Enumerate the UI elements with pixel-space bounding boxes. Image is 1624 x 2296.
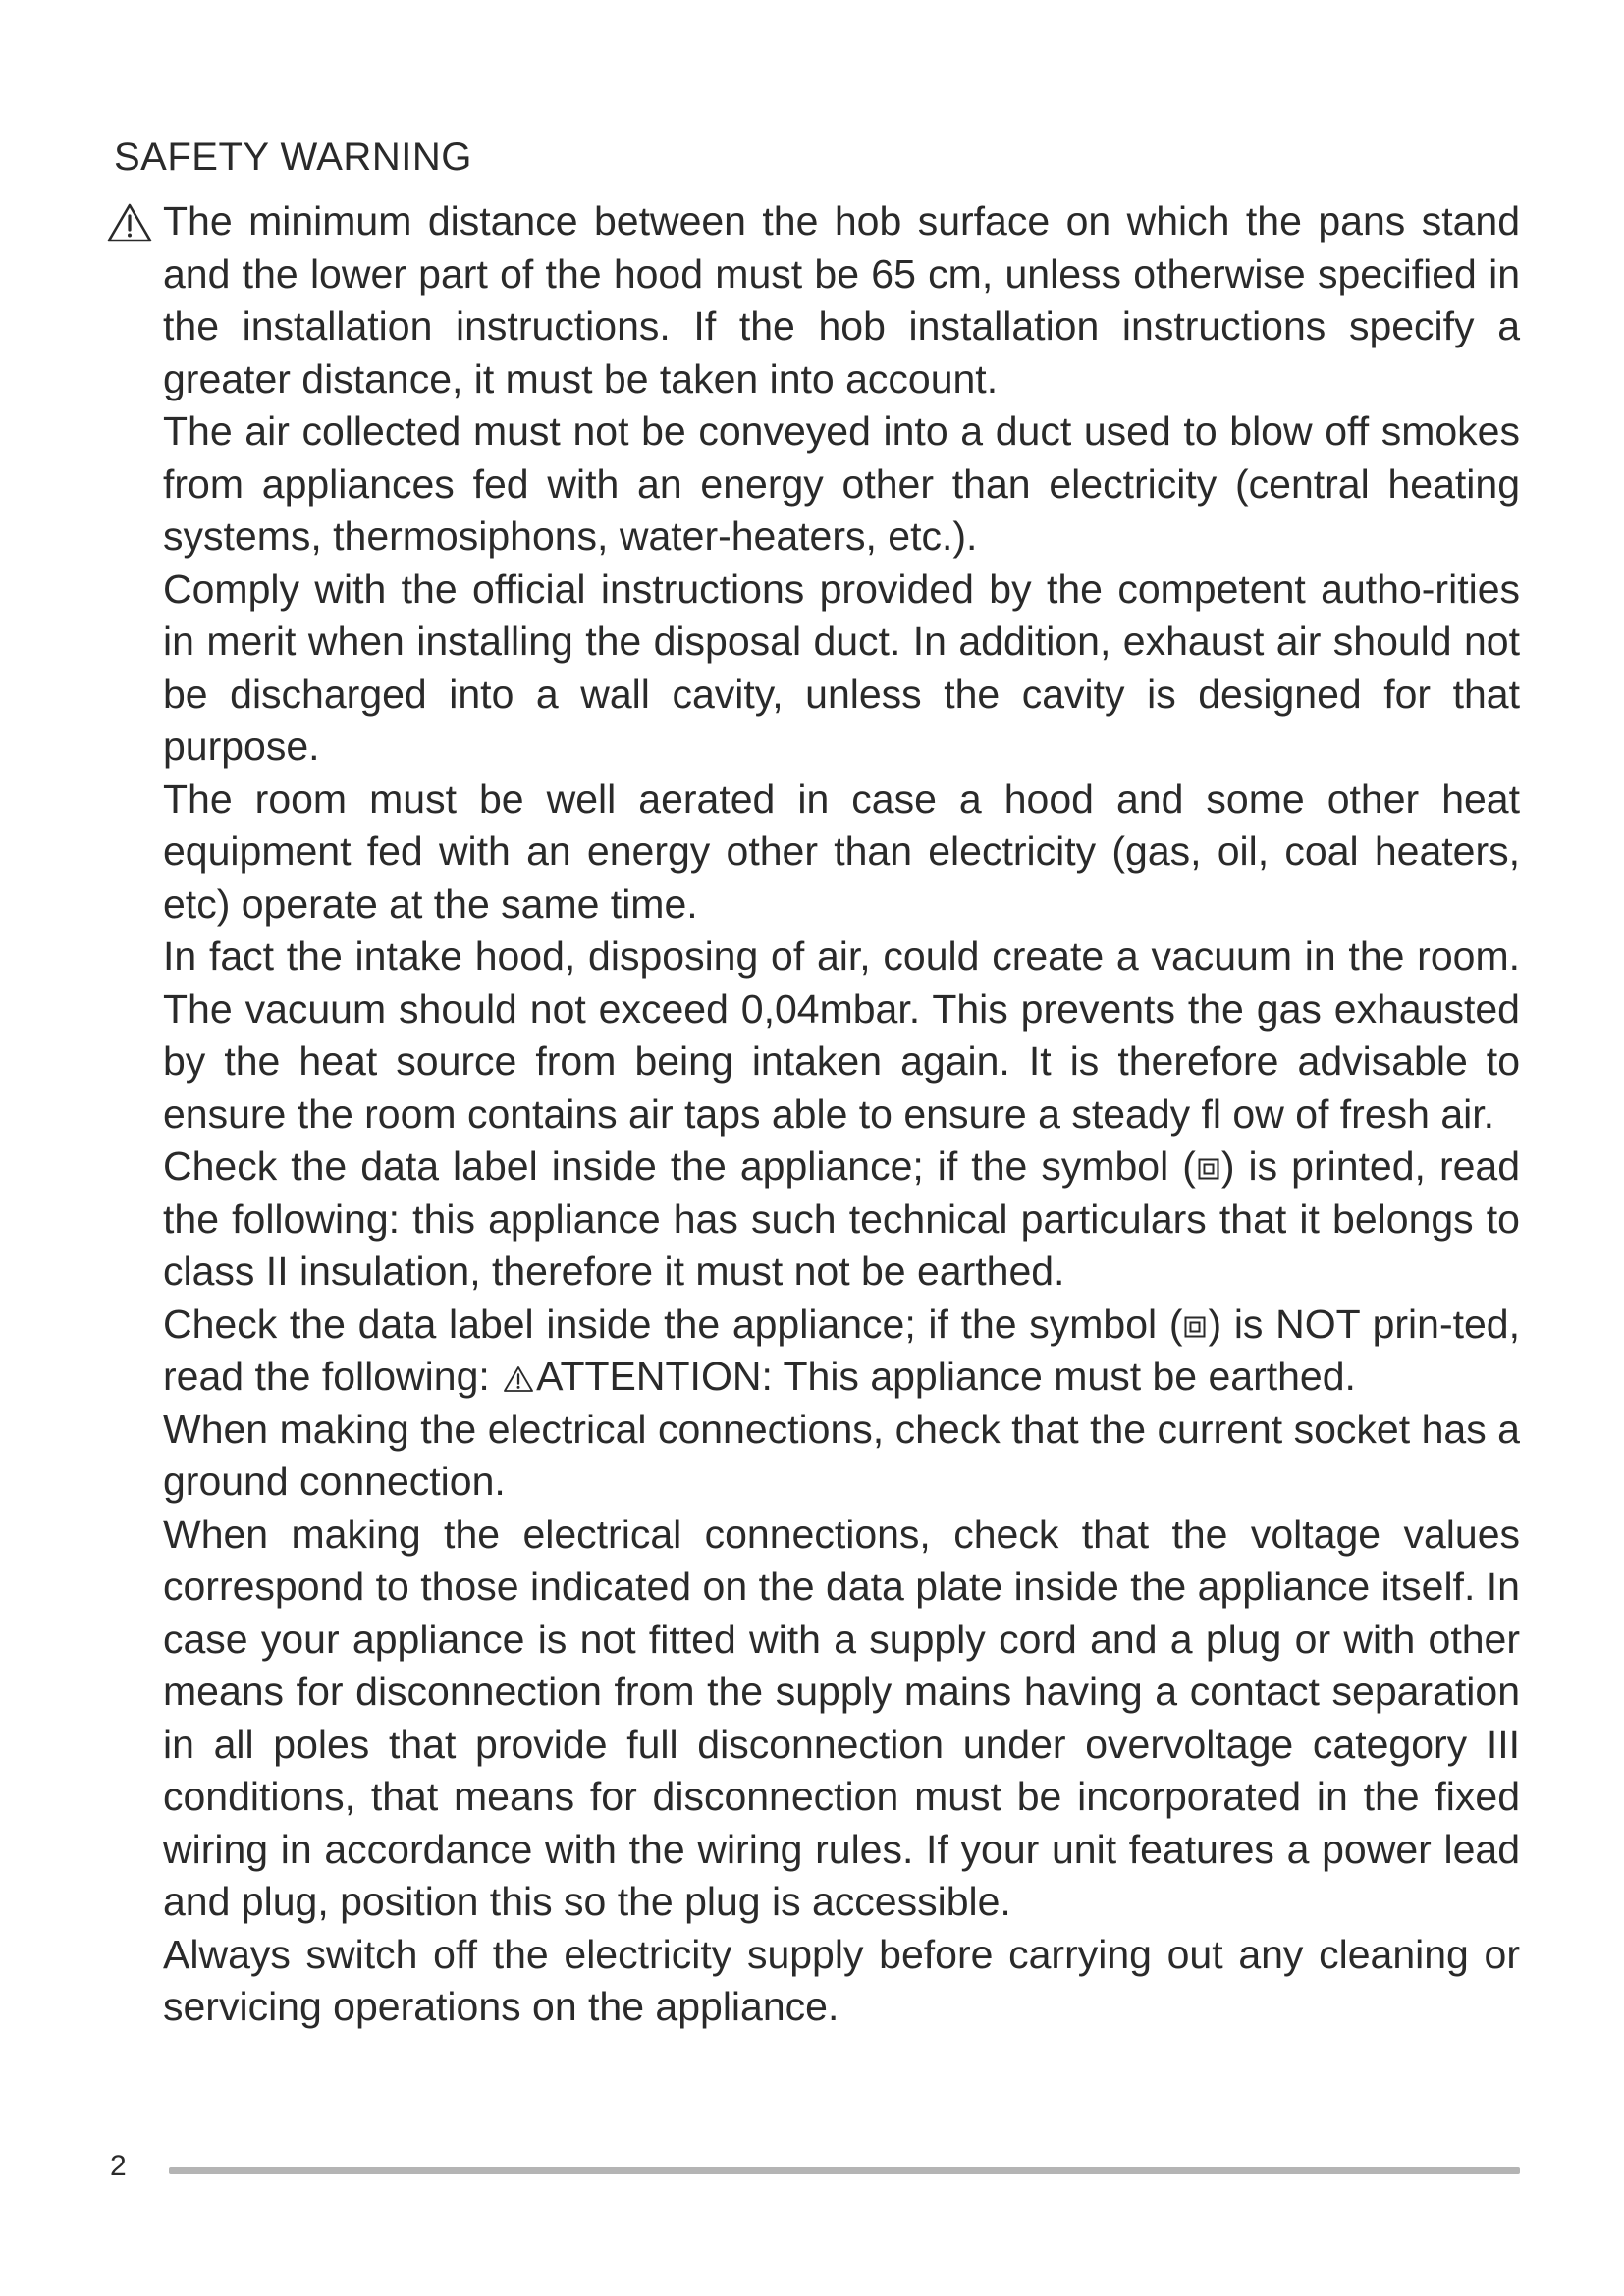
paragraph-air-duct: The air collected must not be conveyed into a duct used to blow off smokes from appliances fed with an energy other than electricity (central heating systems, thermosiphons, water-heaters, etc.). — [163, 408, 1520, 559]
warning-triangle-icon — [503, 1365, 534, 1393]
paragraph-switch-off: Always switch off the electricity supply before carrying out any cleaning or servicing operations on the appliance. — [163, 1931, 1520, 2029]
class-ii-insulation-icon — [1198, 1158, 1219, 1180]
paragraph-hob-distance: The minimum distance between the hob surface on which the pans stand and the lower part of the hood must be 65 cm, unless otherwise specified in the installation instructions. If the hob installation instructions specify a greater distance, it must be taken into account. — [163, 198, 1520, 401]
paragraph-vacuum: In fact the intake hood, disposing of air, could create a vacuum in the room. The vacuum should not exceed 0,04mbar. This prevents the gas exhausted by the heat source from being intaken again. It is therefore advisable to ensure the room contains air taps able to ensure a steady fl ow of fresh air. — [163, 934, 1520, 1137]
paragraph-earthing — [163, 1299, 1520, 1404]
paragraph-room-aeration: The room must be well aerated in case a hood and some other heat equipment fed with an energy other than electricity (gas, oil, coal heaters, etc) operate at the same time. — [163, 775, 1520, 927]
earthing-text-start: Check the data label inside the appliance; if the symbol ( — [163, 1301, 1183, 1347]
paragraph-official-instructions: Comply with the official instructions provided by the competent autho-rities in merit when installing the disposal duct. In addition, exhaust air should not be discharged into a wall cavity, unless the cavity is designed for that purpose. — [163, 565, 1520, 769]
class-ii-text-start: Check the data label inside the appliance; if the symbol ( — [163, 1144, 1196, 1189]
footer-divider — [169, 2167, 1520, 2174]
class-ii-insulation-icon — [1184, 1316, 1206, 1338]
attention-text: ATTENTION: This appliance must be earthed. — [536, 1354, 1356, 1399]
section-heading: SAFETY WARNING — [114, 135, 472, 179]
earthing-text-middle: ) is NOT prin-ted, read the following: — [163, 1301, 1520, 1399]
class-ii-text-end: ) is printed, read the following: this appliance has such technical particulars that it belongs to class II insulation, therefore it must not be earthed. — [163, 1144, 1521, 1294]
paragraph-voltage: When making the electrical connections, check that the voltage values correspond to those indicated on the data plate inside the appliance itself. In case your appliance is not fitted with a supply cord and a plug or with other means for disconnection from the supply mains having a contact separation in all poles that provide full disconnection under overvoltage category III conditions, that means for disconnection must be incorporated in the fixed wiring in accordance with the wiring rules. If your unit features a power lead and plug, position this so the plug is accessible. — [163, 1511, 1520, 1924]
safety-warning-body — [163, 195, 1520, 2034]
warning-triangle-icon — [106, 202, 153, 243]
paragraph-ground-connection: When making the electrical connections, check that the current socket has a ground connection. — [163, 1406, 1520, 1504]
paragraph-class-ii — [163, 1141, 1520, 1299]
page-number: 2 — [110, 2150, 127, 2182]
